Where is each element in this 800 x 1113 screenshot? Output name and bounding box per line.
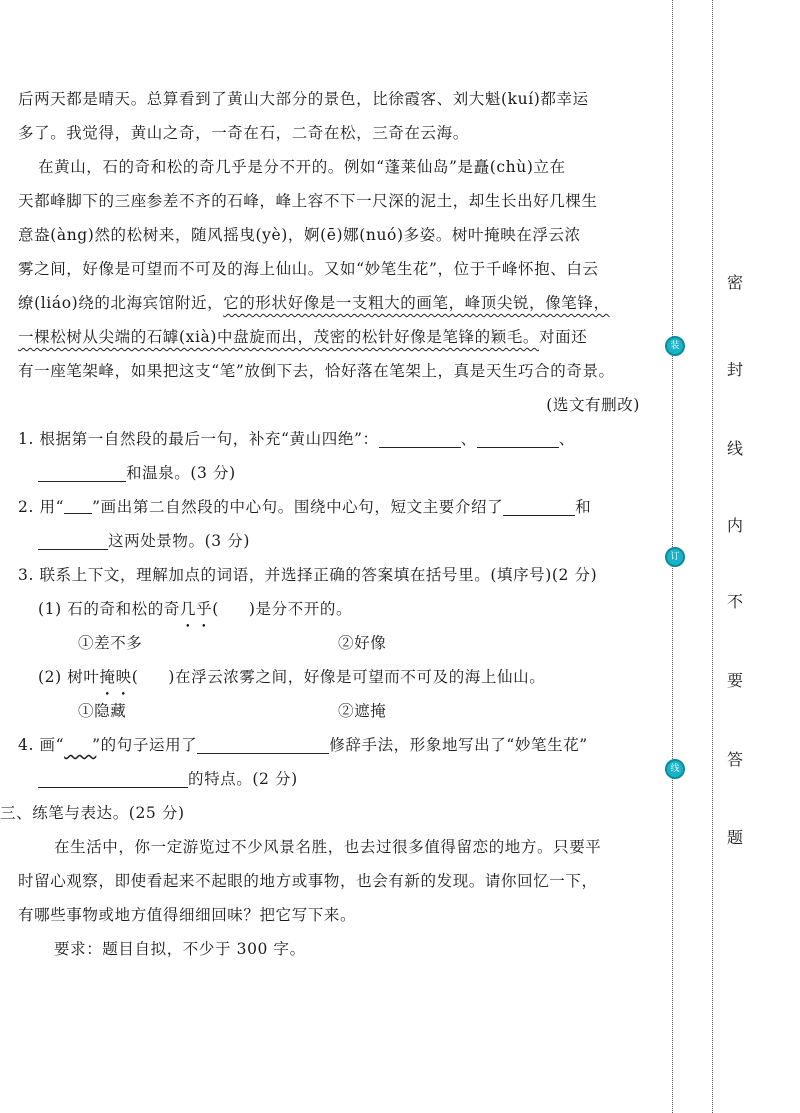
- passage-line: [18, 320, 648, 354]
- prompt-text: 时留心观察，即使看起来不起眼的地方或事物，也会有新的发现。请你回忆一下，: [18, 872, 598, 890]
- question-text: 和: [575, 498, 592, 516]
- ring-label: 装: [670, 341, 680, 351]
- question-text: 的特点。(2 分): [188, 770, 298, 788]
- prompt-text: 在生活中，你一定游览过不少风景名胜，也去过很多值得留恋的地方。只要平: [54, 838, 602, 856]
- exam-content: [0, 82, 648, 966]
- binding-ring-icon: [665, 336, 685, 356]
- question-text: 4. 画“: [18, 736, 65, 754]
- passage-text: 缭(liáo)绕的北海宾馆附近，: [18, 294, 224, 312]
- dotted-word: 几: [179, 600, 197, 618]
- option-1: ①隐藏: [78, 702, 127, 720]
- binding-dotted-line: [712, 0, 713, 1113]
- question-4-cont: [18, 762, 648, 796]
- seal-char: 要: [726, 671, 743, 690]
- option-1: ①差不多: [78, 634, 143, 652]
- answer-blank[interactable]: [38, 529, 108, 550]
- seal-char: 题: [726, 828, 743, 847]
- passage-line: [18, 252, 648, 286]
- section-3-heading: [0, 796, 648, 830]
- question-text: )是分不开的。: [248, 600, 353, 618]
- option-2: ②好像: [338, 634, 387, 652]
- ring-label: 订: [670, 552, 680, 562]
- answer-blank[interactable]: [197, 733, 329, 754]
- prompt-line: [18, 830, 648, 864]
- question-text: (1) 石的奇和松的奇: [38, 600, 180, 618]
- seal-char: 封: [726, 360, 743, 379]
- passage-text: 在黄山，石的奇和松的奇几乎是分不开的。例如“蓬莱仙岛”是矗(chù)立在: [38, 158, 566, 176]
- passage-line: [18, 82, 648, 116]
- passage-text: 多了。我觉得，黄山之奇，一奇在石，二奇在松，三奇在云海。: [18, 124, 469, 142]
- wavy-underlined-sentence: 它的形状好像是一支粗大的画笔，峰顶尖锐，像笔锋，: [223, 294, 610, 312]
- question-text: 和温泉。(3 分): [126, 464, 236, 482]
- seal-char: 答: [726, 750, 743, 769]
- dotted-word: 映: [115, 668, 132, 686]
- question-1-cont: [18, 456, 648, 490]
- passage-line: [18, 218, 648, 252]
- straight-line-sample: [64, 495, 92, 514]
- paren-open: (: [212, 600, 219, 618]
- separator: 、: [460, 430, 477, 448]
- seal-char: 线: [726, 439, 743, 458]
- question-text: 3. 联系上下文，理解加点的词语，并选择正确的答案填在括号里。(填序号)(2 分): [18, 566, 598, 584]
- question-3-2-options: [18, 694, 648, 728]
- question-text: 2. 用“: [18, 498, 65, 516]
- dotted-word: 乎: [196, 600, 213, 618]
- question-3-2: [18, 660, 648, 694]
- passage-line: [18, 354, 648, 388]
- separator: 、: [558, 430, 575, 448]
- question-1: [18, 422, 648, 456]
- passage-line: [18, 150, 648, 184]
- seal-char: 内: [726, 516, 743, 535]
- question-text: 1. 根据第一自然段的最后一句，补充“黄山四绝”：: [18, 430, 379, 448]
- binding-ring-icon: [665, 547, 685, 567]
- source-text: (选文有删改): [546, 396, 640, 414]
- question-text: (2) 树叶: [38, 668, 100, 686]
- question-2-cont: [18, 524, 648, 558]
- seal-char: 密: [726, 273, 743, 292]
- prompt-text: 有哪些事物或地方值得细细回味？把它写下来。: [18, 906, 357, 924]
- passage-text: 意盎(àng)然的松树来，随风摇曳(yè)，婀(ē)娜(nuó)多姿。树叶掩映在浮云浓: [18, 226, 581, 244]
- passage-text: 雾之间，好像是可望而不可及的海上仙山。又如“妙笔生花”，位于千峰怀抱、白云: [18, 260, 599, 278]
- prompt-line: [18, 898, 648, 932]
- option-2: ②遮掩: [338, 702, 387, 720]
- question-text: ”画出第二自然段的中心句。围绕中心句，短文主要介绍了: [92, 498, 504, 516]
- requirement-text: 要求：题目自拟，不少于 300 字。: [54, 940, 306, 958]
- paren-open: (: [131, 668, 139, 686]
- passage-line: [18, 184, 648, 218]
- answer-blank[interactable]: [38, 767, 188, 788]
- passage-line: [18, 116, 648, 150]
- source-note: [18, 388, 648, 422]
- passage-text: 天都峰脚下的三座参差不齐的石峰，峰上容不下一尺深的泥土，却生长出好几棵生: [18, 192, 598, 210]
- question-3-1: [18, 592, 648, 626]
- requirement-line: [18, 932, 648, 966]
- question-3: [18, 558, 648, 592]
- answer-blank[interactable]: [503, 495, 575, 516]
- answer-blank[interactable]: [379, 427, 461, 448]
- wavy-underlined-sentence: 一棵松树从尖端的石罅(xià)中盘旋而出，茂密的松针好像是笔锋的颖毛。: [18, 328, 540, 346]
- dotted-word: 掩: [99, 668, 116, 686]
- passage-text: 后两天都是晴天。总算看到了黄山大部分的景色，比徐霞客、刘大魁(kuí)都幸运: [18, 90, 589, 108]
- binding-ring-icon: [665, 759, 685, 779]
- prompt-line: [18, 864, 648, 898]
- answer-blank[interactable]: [477, 427, 559, 448]
- passage-line: [18, 286, 648, 320]
- seal-char: 不: [726, 592, 743, 611]
- question-2: [18, 490, 648, 524]
- question-4: [18, 728, 648, 762]
- wavy-line-sample: ​: [64, 736, 97, 754]
- question-3-1-options: [18, 626, 648, 660]
- passage-text: 对面还: [539, 328, 588, 346]
- answer-blank[interactable]: [38, 461, 126, 482]
- ring-label: 线: [670, 764, 680, 774]
- question-text: ”的句子运用了: [92, 736, 198, 754]
- question-text: 这两处景物。(3 分): [108, 532, 250, 550]
- question-text: )在浮云浓雾之间，好像是可望而不可及的海上仙山。: [168, 668, 546, 686]
- section-heading: 三、练笔与表达。(25 分): [0, 804, 185, 822]
- question-text: 修辞手法，形象地写出了“妙笔生花”: [329, 736, 588, 754]
- passage-text: 有一座笔架峰，如果把这支“笔”放倒下去，恰好落在笔架上，真是天生巧合的奇景。: [18, 362, 615, 380]
